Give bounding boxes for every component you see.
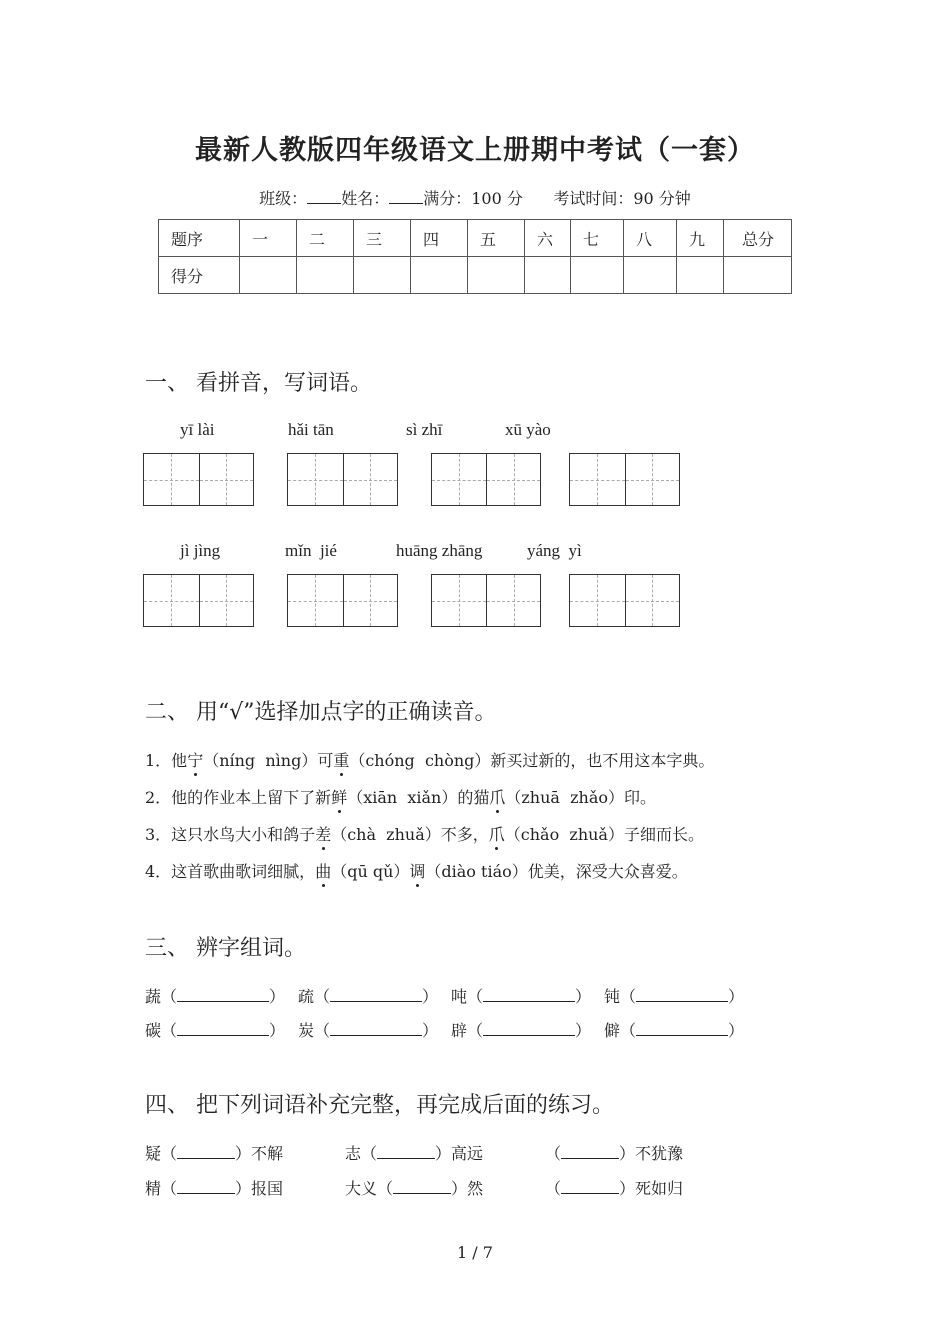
- section-4-title: 四、 把下列词语补充完整，再完成后面的练习。: [145, 1093, 614, 1118]
- paren: （: [467, 987, 484, 1006]
- idiom-item: [345, 1176, 483, 1199]
- answer-blank[interactable]: [330, 989, 422, 1002]
- grid-cell[interactable]: [625, 575, 680, 626]
- answer-blank[interactable]: [561, 1181, 619, 1194]
- score-cell[interactable]: [297, 257, 354, 294]
- grid-cell[interactable]: [144, 454, 199, 505]
- class-label: 班级：: [259, 189, 308, 208]
- writing-grid[interactable]: [143, 453, 254, 506]
- word-group-item: [451, 1018, 591, 1041]
- character: 炭: [298, 1021, 315, 1040]
- paren: （: [161, 1021, 178, 1040]
- score-header-cell: 九: [677, 220, 724, 257]
- idiom-suffix: ）死如归: [619, 1179, 684, 1198]
- word-group-item: [451, 984, 591, 1007]
- grid-cell[interactable]: [570, 575, 625, 626]
- pinyin-label: huāng zhāng: [396, 541, 483, 560]
- score-header-cell: 二: [297, 220, 354, 257]
- idiom-prefix: 志（: [345, 1144, 378, 1163]
- paren: ）: [728, 1021, 745, 1040]
- dotted-character: 鲜: [331, 788, 348, 807]
- grid-cell[interactable]: [288, 454, 343, 505]
- character: 钝: [604, 987, 621, 1006]
- idiom-item: [345, 1141, 483, 1164]
- score-header-cell: 七: [571, 220, 624, 257]
- idiom-prefix: （: [545, 1144, 562, 1163]
- grid-cell[interactable]: [432, 575, 486, 626]
- dotted-character: 重: [333, 751, 350, 770]
- dotted-character: 曲: [315, 862, 332, 881]
- pinyin-label: hǎi tān: [288, 420, 334, 439]
- paren: ）: [575, 987, 592, 1006]
- paren: ）: [422, 1021, 439, 1040]
- writing-grid[interactable]: [143, 574, 254, 627]
- class-blank[interactable]: [307, 189, 341, 204]
- name-blank[interactable]: [389, 189, 423, 204]
- character: 蔬: [145, 987, 162, 1006]
- answer-blank[interactable]: [177, 989, 269, 1002]
- score-header-cell: 一: [240, 220, 297, 257]
- reading-options[interactable]: （chǎo zhuǎ）子细而长。: [504, 825, 704, 844]
- score-header-cell: 三: [354, 220, 411, 257]
- score-table-score-row: [159, 257, 792, 294]
- question-1: [145, 748, 714, 771]
- question-text: 4．这首歌曲歌词细腻，: [145, 862, 316, 881]
- idiom-suffix: ）不解: [235, 1144, 284, 1163]
- idiom-item: [145, 1141, 283, 1164]
- reading-options[interactable]: （chóng chòng）新买过新的，也不用这本字典。: [349, 751, 715, 770]
- paren: （: [314, 987, 331, 1006]
- grid-cell[interactable]: [625, 454, 680, 505]
- pinyin-label: mǐn jié: [285, 541, 337, 560]
- reading-options[interactable]: （níng nìng）可: [203, 751, 334, 770]
- character: 僻: [604, 1021, 621, 1040]
- idiom-suffix: ）然: [451, 1179, 484, 1198]
- idiom-suffix: ）报国: [235, 1179, 284, 1198]
- grid-cell[interactable]: [199, 575, 254, 626]
- reading-options[interactable]: （chà zhuǎ）不多，: [331, 825, 489, 844]
- score-header-cell: 题序: [159, 220, 240, 257]
- writing-grid[interactable]: [431, 574, 541, 627]
- paren: ）: [728, 987, 745, 1006]
- score-cell[interactable]: [571, 257, 624, 294]
- score-header-cell: 五: [468, 220, 525, 257]
- character: 吨: [451, 987, 468, 1006]
- writing-grid[interactable]: [287, 574, 398, 627]
- question-text: 1．他: [145, 751, 188, 770]
- pinyin-label: yī lài: [180, 420, 215, 439]
- score-cell[interactable]: [724, 257, 792, 294]
- paren: （: [314, 1021, 331, 1040]
- grid-cell[interactable]: [570, 454, 625, 505]
- word-group-item: [145, 1018, 285, 1041]
- dotted-character: 爪: [489, 788, 506, 807]
- dotted-character: 差: [315, 825, 332, 844]
- score-cell[interactable]: [468, 257, 525, 294]
- paren: ）: [422, 987, 439, 1006]
- writing-grid[interactable]: [287, 453, 398, 506]
- answer-blank[interactable]: [177, 1181, 235, 1194]
- name-label: 姓名：: [341, 189, 390, 208]
- score-table-header-row: [159, 220, 792, 257]
- score-cell[interactable]: [677, 257, 724, 294]
- answer-blank[interactable]: [561, 1146, 619, 1159]
- paren: ）: [269, 1021, 286, 1040]
- score-cell[interactable]: [624, 257, 677, 294]
- word-group-item: [298, 1018, 438, 1041]
- grid-cell[interactable]: [288, 575, 343, 626]
- idiom-prefix: （: [545, 1179, 562, 1198]
- score-cell[interactable]: [354, 257, 411, 294]
- question-text: 3．这只水鸟大小和鸽子: [145, 825, 316, 844]
- dotted-character: 宁: [187, 751, 204, 770]
- dotted-character: 爪: [488, 825, 505, 844]
- dotted-character: 调: [409, 862, 426, 881]
- reading-options[interactable]: （qū qǔ）: [331, 862, 410, 881]
- answer-blank[interactable]: [483, 989, 575, 1002]
- score-header-cell: 六: [525, 220, 571, 257]
- paren: ）: [575, 1021, 592, 1040]
- answer-blank[interactable]: [177, 1023, 269, 1036]
- writing-grid[interactable]: [431, 453, 541, 506]
- character: 碳: [145, 1021, 162, 1040]
- paren: （: [620, 1021, 637, 1040]
- pinyin-label: xū yào: [505, 420, 551, 439]
- answer-blank[interactable]: [377, 1146, 435, 1159]
- idiom-item: [545, 1141, 683, 1164]
- paren: （: [467, 1021, 484, 1040]
- reading-options[interactable]: （diào tiáo）优美，深受大众喜爱。: [425, 862, 688, 881]
- reading-options[interactable]: （zhuā zhǎo）印。: [505, 788, 657, 807]
- idiom-item: [545, 1176, 683, 1199]
- answer-blank[interactable]: [636, 989, 728, 1002]
- question-3: [145, 822, 704, 845]
- idiom-prefix: 大义（: [345, 1179, 394, 1198]
- character: 疏: [298, 987, 315, 1006]
- score-table: [158, 219, 792, 294]
- word-group-item: [298, 984, 438, 1007]
- page-number: 1 / 7: [457, 1243, 493, 1262]
- score-cell[interactable]: [411, 257, 468, 294]
- idiom-suffix: ）不犹豫: [619, 1144, 684, 1163]
- grid-cell[interactable]: [486, 575, 540, 626]
- word-group-item: [145, 984, 285, 1007]
- page-title: 最新人教版四年级语文上册期中考试（一套）: [195, 135, 755, 166]
- grid-cell[interactable]: [486, 454, 540, 505]
- question-text: 2．他的作业本上留下了新: [145, 788, 332, 807]
- exam-info: [0, 186, 950, 209]
- grid-cell[interactable]: [432, 454, 486, 505]
- section-1-title: 一、 看拼音，写词语。: [145, 371, 372, 396]
- exam-time: 考试时间：90 分钟: [553, 189, 691, 208]
- writing-grid[interactable]: [569, 574, 680, 627]
- idiom-prefix: 精（: [145, 1179, 178, 1198]
- idiom-item: [145, 1176, 283, 1199]
- pinyin-label: jì jìng: [180, 541, 221, 560]
- pinyin-label: yáng yì: [527, 541, 582, 560]
- answer-blank[interactable]: [636, 1023, 728, 1036]
- score-header-cell: 八: [624, 220, 677, 257]
- full-score: 满分：100 分: [423, 189, 523, 208]
- answer-blank[interactable]: [177, 1146, 235, 1159]
- word-group-item: [604, 1018, 744, 1041]
- answer-blank[interactable]: [483, 1023, 575, 1036]
- section-2-title: 二、 用“√”选择加点字的正确读音。: [145, 700, 497, 725]
- score-header-cell: 总分: [724, 220, 792, 257]
- question-2: [145, 785, 656, 808]
- paren: （: [620, 987, 637, 1006]
- character: 辟: [451, 1021, 468, 1040]
- paren: ）: [269, 987, 286, 1006]
- idiom-prefix: 疑（: [145, 1144, 178, 1163]
- answer-blank[interactable]: [330, 1023, 422, 1036]
- grid-cell[interactable]: [144, 575, 199, 626]
- score-cell[interactable]: [240, 257, 297, 294]
- score-cell[interactable]: [525, 257, 571, 294]
- pinyin-label: sì zhī: [406, 420, 443, 439]
- grid-cell[interactable]: [199, 454, 254, 505]
- answer-blank[interactable]: [393, 1181, 451, 1194]
- score-header-cell: 四: [411, 220, 468, 257]
- word-group-item: [604, 984, 744, 1007]
- paren: （: [161, 987, 178, 1006]
- score-row-label: 得分: [159, 257, 240, 294]
- idiom-suffix: ）高远: [435, 1144, 484, 1163]
- grid-cell[interactable]: [343, 575, 398, 626]
- grid-cell[interactable]: [343, 454, 398, 505]
- section-3-title: 三、 辨字组词。: [145, 936, 306, 961]
- writing-grid[interactable]: [569, 453, 680, 506]
- question-4: [145, 859, 688, 882]
- reading-options[interactable]: （xiān xiǎn）的猫: [347, 788, 490, 807]
